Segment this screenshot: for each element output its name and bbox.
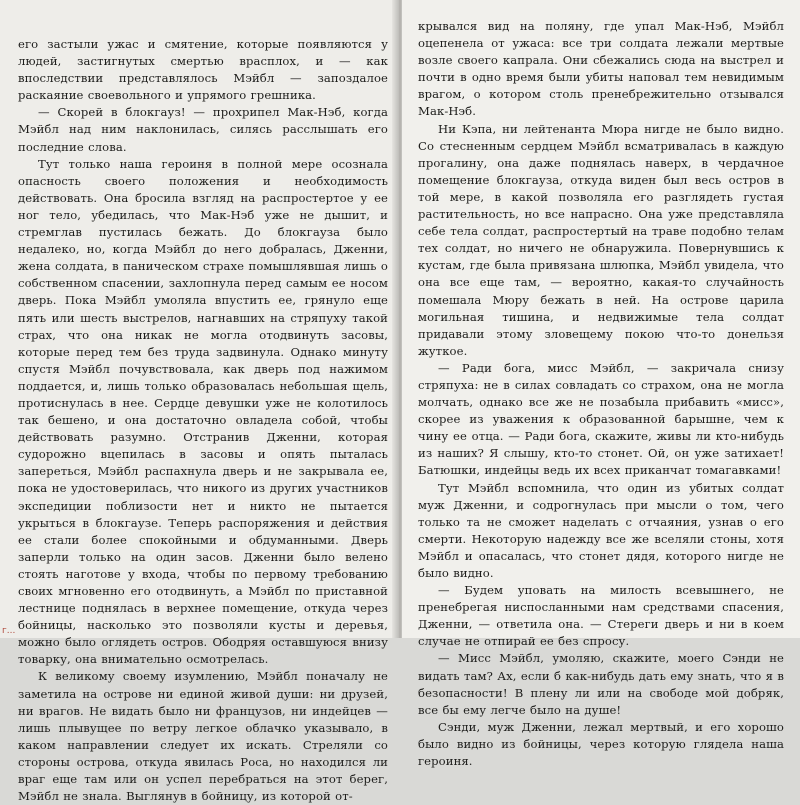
margin-mark: г...: [2, 626, 16, 636]
right-paragraph-2: — Ради бога, мисс Мэйбл, — закричала снизу стряпуха: не в силах совладать со страхом, она не могла молчать, однако все же не позабыла прибавить «мисс», скорее из уважения к образованной барышне, чем к чину ее отца. — Ради бога, скажите, живы ли кто-нибудь из наших? Я слышу, кто-то стонет. Ой, он уже затихает! Батюшки, индейцы ведь их всех приканчат томагавками!: [418, 360, 784, 478]
right-page: [402, 0, 800, 769]
left-page: [0, 0, 398, 804]
right-paragraph-1: Ни Кэпа, ни лейтенанта Мюра нигде не было видно. Со стесненным сердцем Мэйбл всматривалась в каждую прогалину, она даже поднялась наверх, в чердачное помещение блокгауза, откуда виден был весь остров в той мере, в какой позволяла его разглядеть густая растительность, но все напрасно. Она уже представляла себе тела солдат, распростертый на траве подобно телам тех солдат, но ничего не обнаружила. Повернувшись к кустам, где была привязана шлюпка, Мэйбл увидела, что она все еще там, — вероятно, какая-то случайность помешала Мюру бежать в ней. На острове царила могильная тишина, и недвижимые тела солдат придавали этому зловещему покою что-то донельзя жуткое.: [418, 121, 784, 358]
left-paragraph-3: Тут только наша героиня в полной мере осознала опасность своего положения и необходимость действовать. Она бросила взгляд на распростертое у ее ног тело, убедилась, что Мак-Нэб уже не дышит, и стремглав пустилась бежать. До блокгауза было недалеко, но, когда Мэйбл до него добралась, Дженни, жена солдата, в паническом страхе помышлявшая лишь о собственном спасении, захлопнула перед самым ее носом дверь. Пока Мэйбл умоляла впустить ее, грянуло еще пять или шесть выстрелов, нагнавших на стряпуху такой страх, что она никак не могла отодвинуть засовы, которые перед тем без труда задвинула. Однако минуту спустя Мэйбл почувствовала, как дверь под нажимом поддается, и, лишь только образовалась небольшая щель, протиснулась в нее. Сердце девушки уже не колотилось так бешено, и она достаточно овладела собой, чтобы действовать разумно. Отстранив Дженни, которая судорожно вцепилась в засовы и опять пыталась запереться, Мэйбл распахнула дверь и не закрывала ее, пока не удостоверилась, что никого из других участников экспедиции поблизости нет и никто не пытается укрыться в блокгаузе. Теперь распоряжения и действия ее стали более спокойными и обдуманными. Дверь заперли только на один засов. Дженни было велено стоять наготове у входа, чтобы по первому требованию своих мгновенно его отодвинуть, а Мэйбл по приставной лестнице поднялась в верхнее помещение, откуда через бойницы, насколько это позволяли кусты и деревья, можно было оглядеть остров. Ободряя оставшуюся внизу товарку, она внимательно осмотрелась.: [18, 156, 388, 667]
right-opening-paragraph: крывался вид на поляну, где упал Мак-Нэб, Мэйбл оцепенела от ужаса: все три солдата лежали мертвые возле своего капрала. Они сбежались сюда на выстрел и почти в одно время были убиты наповал тем невидимым врагом, о котором столь пренебрежительно отзывался Мак-Нэб.: [418, 19, 784, 119]
left-paragraph-1: его застыли ужас и смятение, которые появляются у людей, застигнутых смертью врасплох, и — как впоследствии представлялось Мэйбл — запоздалое раскаяние своевольного и упрямого грешника.: [18, 37, 388, 103]
right-paragraph-5: — Мисс Мэйбл, умоляю, скажите, моего Сэнди не видать там? Ах, если б как-нибудь дать ему знать, что я в безопасности! В плену ли или на свободе мой добряк, все бы ему легче было на душе!: [418, 651, 784, 717]
left-paragraph-4: К великому своему изумлению, Мэйбл поначалу не заметила на острове ни единой живой души: ни друзей, ни врагов. Не видать было ни французов, ни индейцев — лишь плывущее по ветру легкое облачко указывало, в каком направлении следует их искать. Стреляли со стороны острова, откуда явилась Роса, но находился ли враг еще там или он успел перебраться на этот берег, Мэйбл не знала. Выглянув в бойницу, из которой от-: [18, 669, 388, 804]
left-paragraph-2: — Скорей в блокгауз! — прохрипел Мак-Нэб, когда Мэйбл над ним наклонилась, силясь расслышать его последние слова.: [18, 105, 388, 154]
right-paragraph-3: Тут Мэйбл вспомнила, что один из убитых солдат муж Дженни, и содрогнулась при мысли о том, чего только та не сможет наделать с отчаяния, узнав о его смерти. Некоторую надежду все же вселяли стоны, хотя Мэйбл и опасалась, что стонет дядя, которого нигде не было видно.: [418, 480, 784, 580]
right-paragraph-4: — Будем уповать на милость всевышнего, не пренебрегая ниспосланными нам средствами спасения, Дженни, — ответила она. — Стереги дверь и ни в коем случае не отпирай ее без спросу.: [418, 583, 784, 649]
right-paragraph-6: Сэнди, муж Дженни, лежал мертвый, и его хорошо было видно из бойницы, через которую глядела наша героиня.: [418, 719, 784, 769]
